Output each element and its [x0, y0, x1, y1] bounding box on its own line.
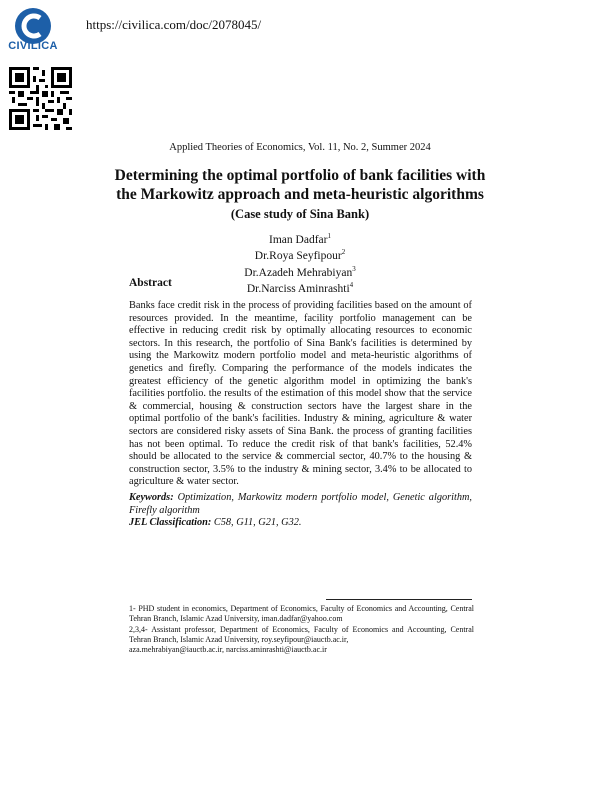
- journal-line: Applied Theories of Economics, Vol. 11, No. 2, Summer 2024: [169, 142, 431, 153]
- paper-title: [110, 166, 490, 224]
- jel-label: JEL Classification:: [129, 517, 212, 528]
- author-list: [0, 230, 600, 295]
- abstract-text: Banks face credit risk in the process of providing facilities based on the amount of resources provided. In the meantime, facility portfolio management can be effective in reducing credit risk by optimally allocating resources to economic sectors. In this research, the portfolio of Sina Bank's facilities is determined by using the Markowitz modern portfolio model and meta-heuristic algorithms of genetics and firefly. Comparing the performance of the models indicates the greatest efficiency of the genetic algorithm model in optimizing the bank's facilities portfolio. the results of the estimation of this model show that the service & commercial, housing & construction sectors have the largest share in the optimal portfolio of the bank's facilities. Industry & mining, agriculture & water sectors are considered risky assets of Sina Bank. the process of granting facilities has not been optimal. To reduce the credit risk of that bank's facilities, 52.4% should be allocated to the service & commercial sector, 40.7% to the housing & construction sector, 3.5% to the industry & mining sector, 3.4% to be allocated to agriculture & water sector.: [129, 300, 472, 488]
- author-name: Dr.Azadeh Mehrabiyan: [244, 266, 353, 279]
- qr-code-icon: [9, 67, 72, 130]
- title-sub: (Case study of Sina Bank): [230, 207, 370, 221]
- author-mark: 3: [352, 264, 356, 273]
- author-mark: 2: [341, 248, 346, 257]
- title-main: Determining the optimal portfolio of bank facilities with the Markowitz approach and meta-heuristic algorithms: [114, 167, 486, 203]
- footnote: aza.mehrabiyan@iauctb.ac.ir, narciss.aminrashti@iauctb.ac.ir: [129, 645, 327, 655]
- footnote-divider: [326, 599, 472, 600]
- author-mark: 4: [349, 280, 354, 289]
- author: [0, 279, 600, 295]
- keywords-text: Optimization, Markowitz modern portfolio model, Genetic algorithm, Firefly algorithm: [129, 492, 473, 516]
- footnotes: [129, 604, 474, 655]
- jel-classification: [129, 517, 472, 530]
- author: [0, 246, 600, 262]
- footnote: 2,3,4- Assistant professor, Department of Economics, Faculty of Economics and Accounting, Central Tehran Branch, Islamic Azad University, roy.seyfipour@iauctb.ac.ir,: [129, 624, 474, 644]
- keywords-label: Keywords:: [129, 492, 174, 503]
- footnote: 1- PHD student in economics, Department of Economics, Faculty of Economics and Accounting, Central Tehran Branch, Islamic Azad University, iman.dadfar@yahoo.com: [129, 604, 474, 624]
- author-name: Iman Dadfar: [269, 233, 328, 246]
- author: [0, 230, 600, 246]
- jel-text: C58, G11, G21, G32.: [213, 517, 302, 528]
- author: [0, 263, 600, 279]
- author-name: Dr.Narciss Aminrashti: [246, 282, 350, 295]
- keywords: [129, 492, 472, 517]
- document-url[interactable]: https://civilica.com/doc/2078045/: [86, 17, 262, 32]
- abstract-heading: Abstract: [129, 277, 172, 289]
- logo-text: CIVILICA: [8, 40, 58, 52]
- author-name: Dr.Roya Seyfipour: [254, 250, 342, 263]
- author-mark: 1: [327, 232, 331, 240]
